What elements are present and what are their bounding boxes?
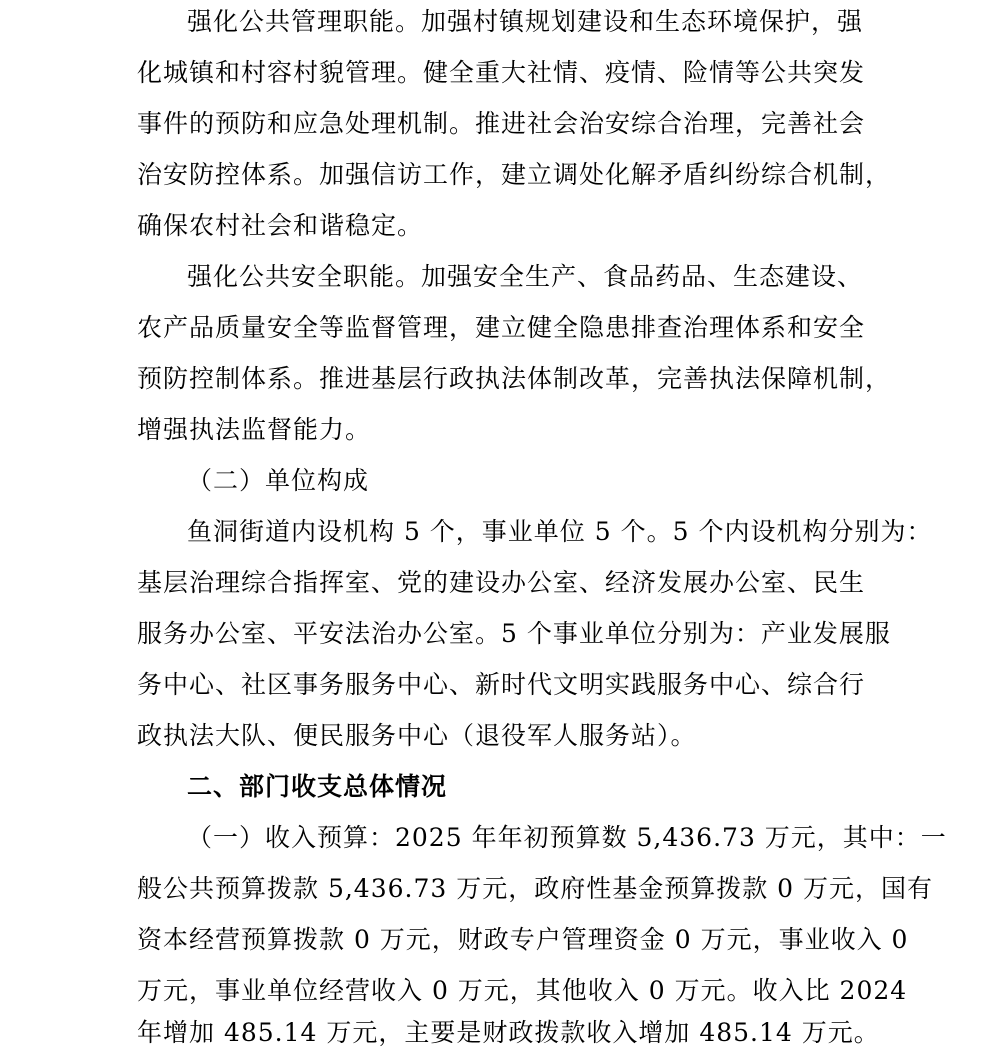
section-heading: 二、部门收支总体情况: [187, 772, 448, 801]
text-line: 强化公共管理职能。加强村镇规划建设和生态环境保护，强: [187, 7, 864, 36]
text-line: 增强执法监督能力。: [137, 415, 372, 444]
text-line: 政执法大队、便民服务中心（退役军人服务站）。: [137, 721, 697, 750]
text-line: 基层治理综合指挥室、党的建设办公室、经济发展办公室、民生: [137, 568, 866, 597]
text-line: 万元，事业单位经营收入 0 万元，其他收入 0 万元。收入比 2024: [137, 976, 908, 1005]
text-line: 预防控制体系。推进基层行政执法体制改革，完善执法保障机制，: [137, 364, 892, 393]
text-line: 事件的预防和应急处理机制。推进社会治安综合治理，完善社会: [137, 109, 866, 138]
text-line: 务中心、社区事务服务中心、新时代文明实践服务中心、综合行: [137, 670, 866, 699]
text-line: 服务办公室、平安法治办公室。5 个事业单位分别为：产业发展服: [137, 619, 891, 648]
text-line: （一）收入预算：2025 年年初预算数 5,436.73 万元，其中：一: [187, 823, 947, 852]
text-line: 般公共预算拨款 5,436.73 万元，政府性基金预算拨款 0 万元，国有: [137, 874, 934, 903]
text-line: 农产品质量安全等监督管理，建立健全隐患排查治理体系和安全: [137, 313, 866, 342]
text-line: 化城镇和村容村貌管理。健全重大社情、疫情、险情等公共突发: [137, 58, 866, 87]
text-line: 治安防控体系。加强信访工作，建立调处化解矛盾纠纷综合机制，: [137, 160, 892, 189]
text-line: 资本经营预算拨款 0 万元，财政专户管理资金 0 万元，事业收入 0: [137, 925, 909, 954]
text-line: 强化公共安全职能。加强安全生产、食品药品、生态建设、: [187, 262, 864, 291]
text-line: 鱼洞街道内设机构 5 个，事业单位 5 个。5 个内设机构分别为：: [187, 517, 933, 546]
subsection-heading: （二）单位构成: [187, 466, 370, 495]
text-line: 确保农村社会和谐稳定。: [137, 211, 424, 240]
text-line: 年增加 485.14 万元，主要是财政拨款收入增加 485.14 万元。: [137, 1018, 880, 1047]
